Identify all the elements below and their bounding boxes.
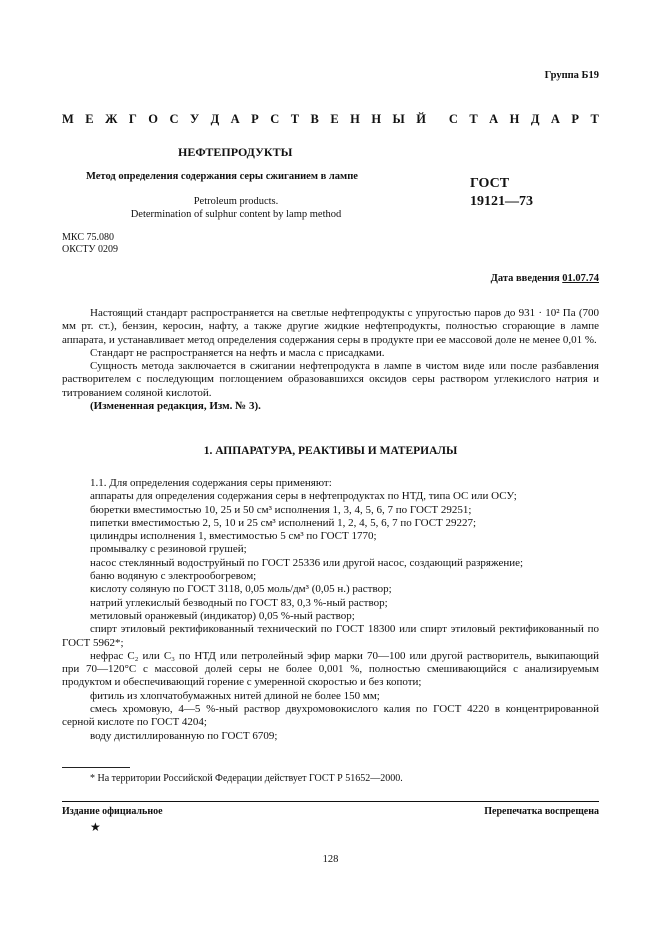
- banner-letter: Д: [210, 112, 220, 126]
- banner-letter: А: [550, 112, 560, 126]
- page-number: 128: [322, 854, 339, 865]
- footnote-separator: [62, 767, 130, 768]
- banner-letter: Р: [251, 112, 259, 126]
- english-title-line-1: Petroleum products.: [193, 196, 279, 207]
- official-edition-label: Издание официальное: [62, 806, 163, 817]
- banner-letter: М: [62, 112, 74, 126]
- footnote: * На территории Российской Федерации действует ГОСТ Р 51652—2000.: [90, 773, 403, 784]
- banner-letter: С: [448, 112, 458, 126]
- banner-letter: Ж: [105, 112, 118, 126]
- document-subtitle: Метод определения содержания серы сжиганием в лампе: [86, 171, 358, 182]
- materials-list-item: насос стеклянный водоструйный по ГОСТ 25336 или другой насос, создающий разряжение;: [90, 556, 524, 569]
- banner-letter: Н: [509, 112, 520, 126]
- amendment-note: (Измененная редакция, Изм. № 3).: [90, 400, 261, 413]
- document-title: НЕФТЕПРОДУКТЫ: [178, 145, 293, 159]
- banner-letter: Н: [371, 112, 382, 126]
- materials-list-item: воду дистиллированную по ГОСТ 6709;: [90, 729, 278, 742]
- english-title: [116, 195, 356, 221]
- banner-letter: Д: [530, 112, 540, 126]
- intro-date-label: Дата введения: [490, 273, 560, 284]
- banner-letter: А: [230, 112, 240, 126]
- gost-label: ГОСТ: [470, 176, 510, 191]
- okstu-code: ОКСТУ 0209: [62, 244, 119, 255]
- intro-date-value: 01.07.74: [562, 273, 599, 284]
- introduction-text: [62, 307, 599, 413]
- materials-list-item: натрий углекислый безводный по ГОСТ 83, 0,3 %-ный раствор;: [90, 596, 388, 609]
- section-heading: 1. АППАРАТУРА, РЕАКТИВЫ И МАТЕРИАЛЫ: [203, 445, 458, 457]
- mks-code: МКС 75.080: [62, 232, 114, 243]
- group-code: Группа Б19: [544, 70, 599, 81]
- intro-paragraph: Настоящий стандарт распространяется на светлые нефтепродукты с упругостью паров до 931 · 10² Па (700 мм рт. ст.), бензин, керосин, нафту, а также другие жидкие нефтепродукты, полностью сгорающие в лампе аппарата, и устанавливает метод определения содержания серы в продукте при ее массовой доле не менее 0,01 %.: [62, 307, 599, 346]
- section-1-body: [62, 477, 599, 743]
- banner-letter: Г: [128, 112, 137, 126]
- banner-letter: О: [148, 112, 159, 126]
- banner-letter: Т: [469, 112, 478, 126]
- gost-number: 19121—73: [470, 194, 533, 209]
- banner-letter: Е: [85, 112, 94, 126]
- materials-list-item: 1.1. Для определения содержания серы применяют:: [90, 477, 332, 489]
- english-title-line-2: Determination of sulphur content by lamp method: [130, 209, 342, 220]
- classification-codes: [62, 232, 118, 256]
- reprint-prohibited-label: Перепечатка воспрещена: [484, 806, 599, 817]
- intro-paragraph: Сущность метода заключается в сжигании нефтепродукта в лампе в чистом виде или после разбавления растворителем с последующим поглощением образовавшихся оксидов серы раствором углекислого натрия и титрованием соляной кислотой.: [62, 360, 599, 399]
- banner-letter: Т: [590, 112, 599, 126]
- materials-list-item: баню водяную с электрообогревом;: [90, 570, 257, 583]
- materials-list-item: пипетки вместимостью 2, 5, 10 и 25 см³ исполнений 1, 2, 4, 5, 6, 7 по ГОСТ 29227;: [90, 516, 477, 529]
- materials-list-item: цилиндры исполнения 1, вместимостью 5 см³ по ГОСТ 1770;: [90, 530, 377, 543]
- materials-list-item: бюретки вместимостью 10, 25 и 50 см³ исполнения 1, 3, 4, 5, 6, 7 по ГОСТ 29251;: [90, 503, 472, 516]
- banner-letter: Е: [330, 112, 339, 126]
- materials-list-item: метиловый оранжевый (индикатор) 0,05 %-ный раствор;: [90, 609, 355, 622]
- banner-letter: У: [189, 112, 200, 126]
- banner-letter: Ы: [392, 112, 405, 126]
- materials-list-item: нефрас С₂ или С₃ по НТД или петролейный эфир марки 70—100 или другой растворитель, выкипающий при 70—120°С с массовой долей серы не более 0,001 %, полностью смешивающийся с анализируемым продуктом и обеспечивающий горение с умеренной скоростью и без копоти;: [62, 649, 599, 689]
- interstate-standard-banner: [62, 112, 599, 127]
- materials-list-item: спирт этиловый ректификованный технический по ГОСТ 18300 или спирт этиловый ректификованный по ГОСТ 5962*;: [62, 623, 599, 649]
- banner-letter: В: [310, 112, 319, 126]
- gost-designation: [470, 175, 533, 211]
- footer-rule: [62, 801, 599, 802]
- materials-list-item: кислоту соляную по ГОСТ 3118, 0,05 моль/дм³ (0,05 н.) раствор;: [90, 583, 392, 596]
- banner-letter: Й: [416, 112, 426, 126]
- introduction-date: [491, 273, 599, 284]
- banner-letter: Т: [290, 112, 300, 126]
- intro-paragraph: Стандарт не распространяется на нефть и масла с присадками.: [90, 346, 385, 359]
- banner-letter: С: [169, 112, 179, 126]
- banner-letter: А: [489, 112, 499, 126]
- materials-list-item: аппараты для определения содержания серы в нефтепродуктах по НТД, типа ОС или ОСУ;: [90, 490, 517, 503]
- materials-list-item: промывалку с резиновой грушей;: [90, 543, 247, 556]
- banner-letter: Н: [350, 112, 360, 126]
- banner-letter: Р: [571, 112, 580, 126]
- materials-list-item: смесь хромовую, 4—5 %-ный раствор двухромовокислого калия по ГОСТ 4220 в концентрированной серной кислоте по ГОСТ 4204;: [62, 703, 599, 729]
- star-icon: ★: [90, 820, 101, 834]
- materials-list-item: фитиль из хлопчатобумажных нитей длиной не более 150 мм;: [90, 689, 380, 702]
- banner-letter: С: [270, 112, 280, 126]
